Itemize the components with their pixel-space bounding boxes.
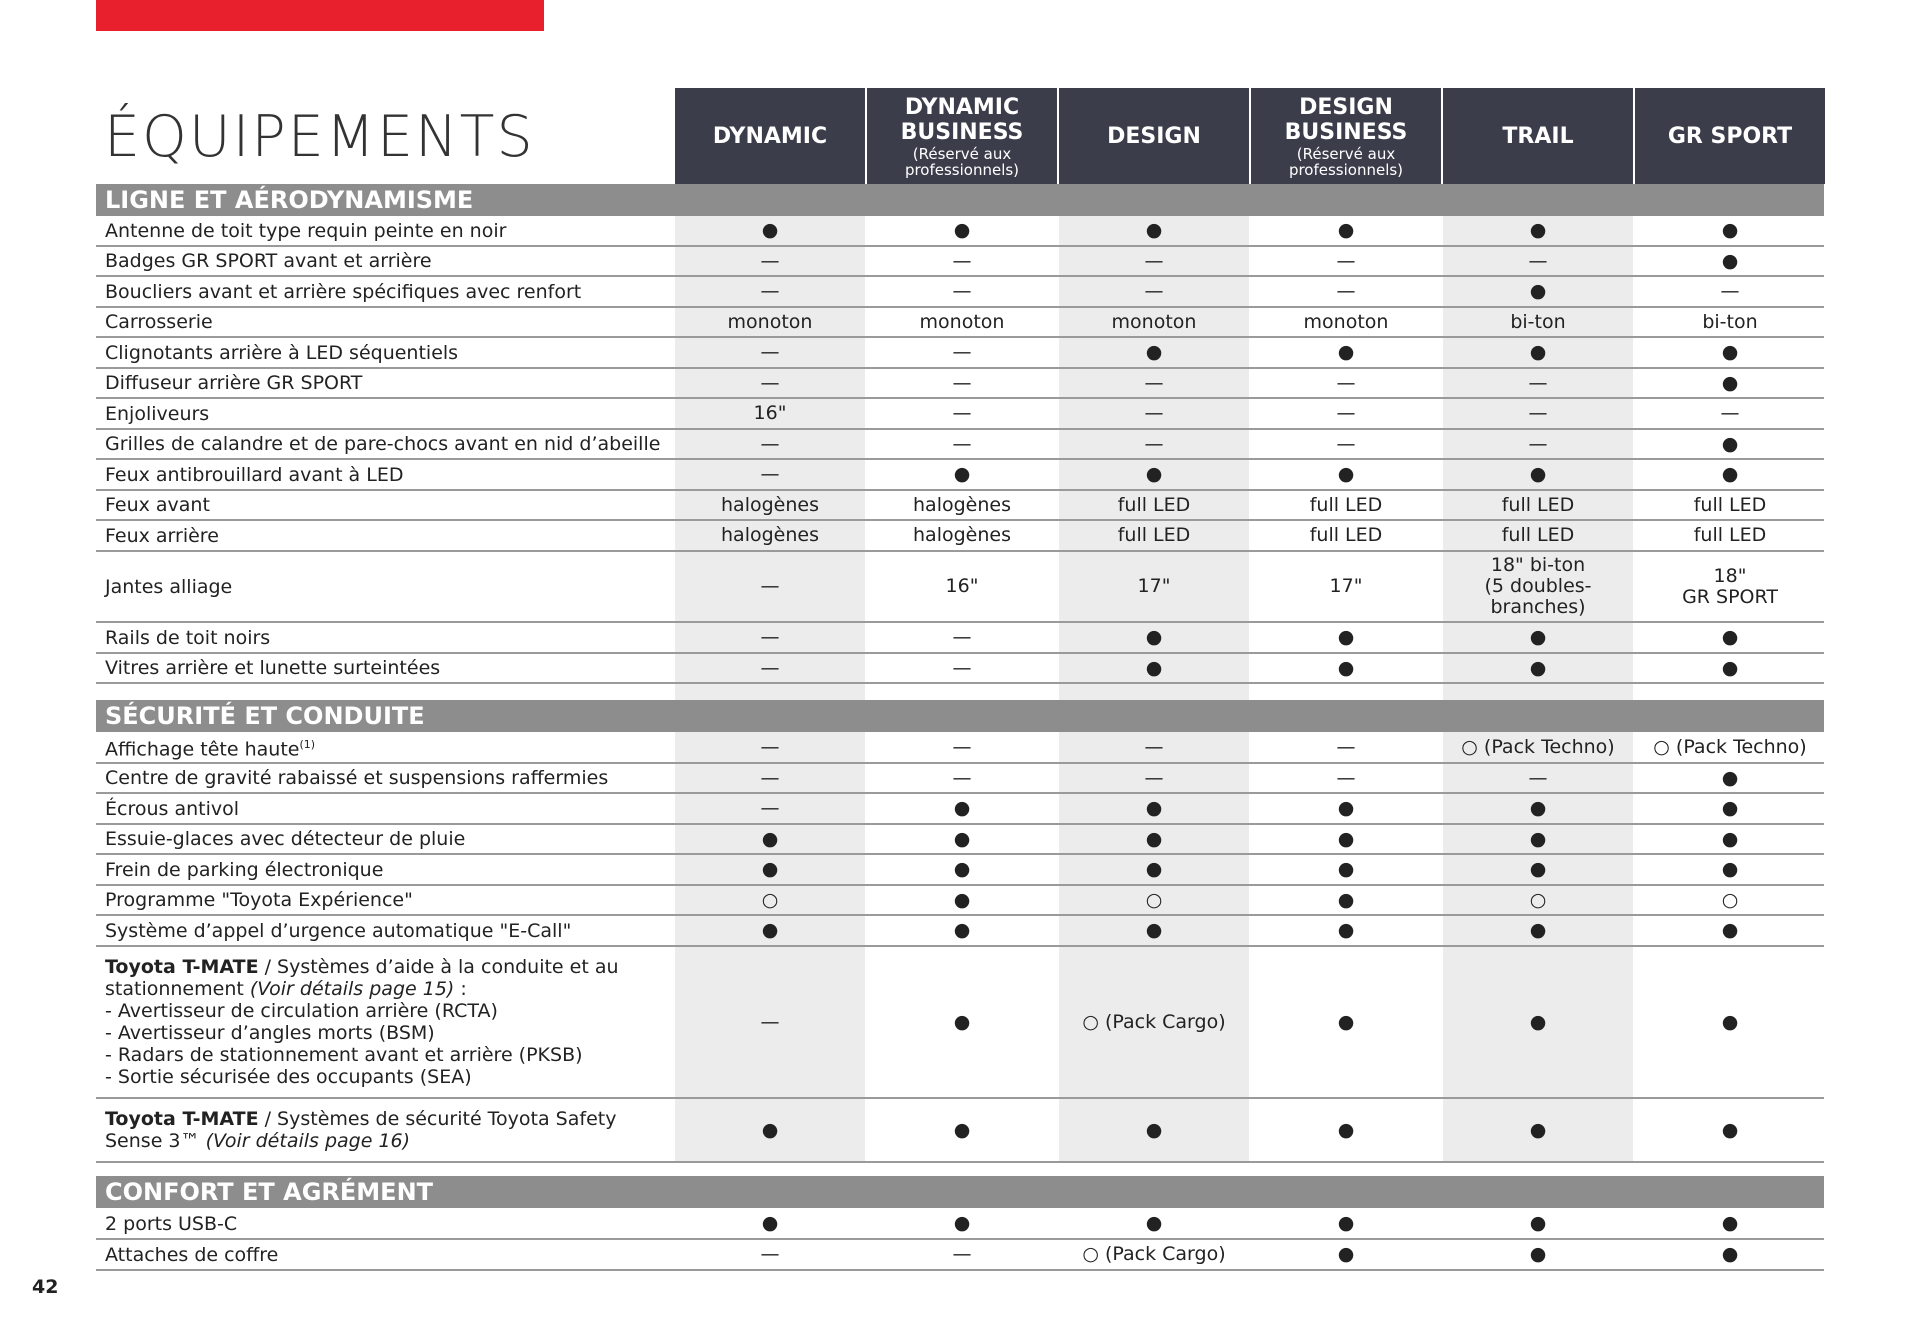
table-row — [96, 733, 1824, 764]
table-cell: ● — [1721, 1010, 1739, 1033]
table-cell: — — [1720, 402, 1740, 424]
table-cell: monoton — [1111, 310, 1197, 333]
table-cell: ● — [953, 463, 971, 485]
table-cell: ● — [1337, 626, 1355, 648]
row-label — [105, 399, 675, 428]
table-cell: — — [1528, 402, 1548, 424]
table-row — [96, 764, 1824, 794]
table-cell: ● — [761, 827, 779, 850]
table-cell: ● — [761, 1118, 779, 1141]
table-cell: — — [1336, 432, 1356, 455]
table-cell: ● — [1337, 1118, 1355, 1141]
table-cell: — — [1528, 432, 1548, 455]
table-cell: — — [1144, 766, 1164, 789]
table-cell: ● — [953, 858, 971, 880]
table-cell: bi-ton — [1510, 310, 1566, 333]
row-label — [105, 491, 675, 519]
table-cell: ● — [953, 797, 971, 819]
table-cell: ○ (Pack Cargo) — [1082, 1243, 1226, 1265]
row-label-text — [105, 403, 209, 425]
table-cell: — — [1336, 371, 1356, 394]
row-label — [105, 947, 675, 1097]
column-header — [1443, 88, 1633, 184]
table-cell: ● — [1145, 1212, 1163, 1234]
table-cell: halogènes — [913, 524, 1011, 546]
section-header: SÉCURITÉ ET CONDUITE — [96, 700, 1824, 732]
row-label — [105, 338, 675, 367]
footnote-marker: (1) — [299, 738, 316, 752]
row-label — [105, 825, 675, 853]
row-label — [105, 886, 675, 914]
table-cell: — — [1528, 766, 1548, 789]
row-label-text — [105, 1213, 237, 1235]
brand-accent-bar — [96, 0, 544, 31]
table-cell: ● — [761, 219, 779, 241]
row-label-text — [105, 859, 383, 881]
row-label-text — [105, 798, 239, 820]
table-cell: ● — [1145, 219, 1163, 241]
table-cell: ● — [1721, 432, 1739, 455]
table-cell: — — [1528, 371, 1548, 394]
table-cell: full LED — [1309, 493, 1383, 516]
table-cell: — — [760, 575, 780, 597]
table-cell: ● — [1145, 1118, 1163, 1141]
table-cell: monoton — [919, 310, 1005, 333]
row-label-main: Système d’appel d’urgence automatique "E-Call" — [105, 919, 572, 942]
row-label-text — [105, 433, 660, 455]
table-cell: ● — [1145, 797, 1163, 819]
table-row — [96, 886, 1824, 916]
row-label-main: / Systèmes de sécurité Toyota Safety Sense 3™ — [105, 1108, 617, 1152]
table-cell: ○ (Pack Techno) — [1461, 736, 1615, 758]
row-label — [105, 654, 675, 682]
row-label-text — [105, 525, 219, 547]
table-cell: — — [1336, 766, 1356, 789]
row-label-text — [105, 311, 213, 333]
table-cell: — — [952, 1243, 972, 1265]
row-label — [105, 764, 675, 792]
table-cell: — — [952, 249, 972, 272]
row-label — [105, 623, 675, 652]
table-cell: ● — [953, 219, 971, 241]
row-label-main: Feux avant — [105, 494, 210, 516]
table-cell: ● — [1529, 656, 1547, 679]
table-row — [96, 338, 1824, 369]
table-cell: — — [1336, 280, 1356, 302]
row-label-text — [105, 767, 608, 789]
table-cell: monoton — [727, 310, 813, 333]
table-cell: — — [1144, 280, 1164, 302]
table-cell: ● — [1529, 1010, 1547, 1033]
table-row — [96, 521, 1824, 552]
table-cell: — — [760, 736, 780, 758]
row-label-brand: Toyota T-MATE — [105, 956, 259, 978]
table-cell: ● — [1529, 858, 1547, 880]
row-label — [105, 916, 675, 945]
row-label-reference: (Voir détails page 15) — [249, 978, 455, 1000]
table-cell: halogènes — [721, 524, 819, 546]
row-label-main: Vitres arrière et lunette surteintées — [105, 657, 441, 679]
row-label-text — [105, 494, 210, 516]
table-cell: ● — [1145, 341, 1163, 363]
row-label-main: Frein de parking électronique — [105, 858, 384, 881]
row-label-main: Attaches de coffre — [105, 1243, 279, 1266]
table-cell: — — [1336, 249, 1356, 272]
row-label-main: Essuie-glaces avec détecteur de pluie — [105, 828, 466, 850]
row-label — [105, 521, 675, 550]
table-cell: full LED — [1501, 524, 1575, 546]
row-label-main: Écrous antivol — [105, 797, 240, 820]
table-row — [96, 369, 1824, 399]
table-cell: ○ — [1145, 888, 1163, 911]
row-label — [105, 216, 675, 245]
table-cell: 16" — [945, 575, 979, 597]
table-cell: — — [1144, 432, 1164, 455]
section-header: CONFORT ET AGRÉMENT — [96, 1176, 1824, 1208]
table-cell: full LED — [1501, 493, 1575, 516]
table-cell: — — [760, 766, 780, 789]
table-cell: ● — [1721, 797, 1739, 819]
table-cell: ● — [1337, 827, 1355, 850]
table-cell: 18" bi-ton (5 doubles-branches) — [1484, 554, 1592, 618]
table-cell: ● — [1337, 919, 1355, 941]
table-cell: ○ (Pack Cargo) — [1082, 1010, 1226, 1033]
table-row — [96, 491, 1824, 521]
table-cell: — — [760, 341, 780, 363]
column-header-name: TRAIL — [1502, 123, 1574, 149]
table-cell: — — [760, 656, 780, 679]
table-row — [96, 1240, 1824, 1271]
column-header — [1635, 88, 1825, 184]
table-cell: ● — [1337, 858, 1355, 880]
row-label-main: Grilles de calandre et de pare-chocs avant en nid d’abeille — [105, 433, 661, 455]
row-label — [105, 308, 675, 336]
table-cell: monoton — [1303, 310, 1389, 333]
column-header-name: DESIGN BUSINESS — [1284, 94, 1408, 145]
table-cell: ● — [1145, 858, 1163, 880]
row-label — [105, 430, 675, 458]
table-row — [96, 430, 1824, 460]
table-cell: ● — [1721, 371, 1739, 394]
row-label — [105, 1240, 675, 1269]
table-cell: ● — [1529, 919, 1547, 941]
column-header-note: (Réservé aux professionnels) — [904, 144, 1020, 179]
table-cell: — — [1336, 736, 1356, 758]
table-cell: — — [760, 432, 780, 455]
table-row — [96, 623, 1824, 654]
table-row — [96, 916, 1824, 947]
table-cell: 17" — [1329, 575, 1363, 597]
table-cell: halogènes — [721, 493, 819, 516]
row-label — [105, 1099, 675, 1161]
table-cell: ● — [1529, 280, 1547, 302]
row-label-main: Antenne de toit type requin peinte en noir — [105, 219, 507, 242]
table-cell: ● — [1337, 463, 1355, 485]
row-label-text — [105, 576, 232, 598]
row-label-main: Boucliers avant et arrière spécifiques avec renfort — [105, 280, 582, 303]
table-cell: — — [1144, 736, 1164, 758]
table-cell: ● — [1721, 766, 1739, 789]
table-cell: ● — [1145, 626, 1163, 648]
row-label-text — [105, 342, 458, 364]
table-cell: ● — [1337, 797, 1355, 819]
table-row — [96, 794, 1824, 825]
table-cell: ○ (Pack Techno) — [1653, 736, 1807, 758]
page-number: 42 — [32, 1276, 59, 1298]
row-label-text — [105, 889, 413, 911]
row-label-main: Programme "Toyota Expérience" — [105, 889, 413, 911]
table-cell: ● — [1721, 858, 1739, 880]
table-row — [96, 1099, 1824, 1163]
table-cell: ● — [1145, 919, 1163, 941]
column-header-name: DYNAMIC BUSINESS — [900, 94, 1024, 145]
table-cell: ● — [1721, 626, 1739, 648]
table-row — [96, 399, 1824, 430]
table-cell: — — [1144, 249, 1164, 272]
table-cell: ● — [1145, 463, 1163, 485]
row-label-main: Feux antibrouillard avant à LED — [105, 463, 404, 486]
table-cell: ○ — [1721, 888, 1739, 911]
table-cell: ● — [1529, 219, 1547, 241]
table-cell: ● — [761, 919, 779, 941]
table-cell: — — [1144, 402, 1164, 424]
row-label-main: Jantes alliage — [105, 575, 233, 598]
table-cell: — — [952, 626, 972, 648]
table-cell: 16" — [753, 402, 787, 424]
row-label-main: Clignotants arrière à LED séquentiels — [105, 341, 459, 364]
table-cell: ○ — [1529, 888, 1547, 911]
table-cell: ● — [1337, 888, 1355, 911]
table-cell: ● — [953, 1212, 971, 1234]
table-cell: ● — [1529, 341, 1547, 363]
table-cell: ● — [1337, 1243, 1355, 1265]
table-row — [96, 277, 1824, 308]
column-header — [675, 88, 865, 184]
row-label-text — [105, 372, 362, 394]
column-header-name: DYNAMIC — [712, 123, 828, 149]
table-cell: ● — [1529, 626, 1547, 648]
table-cell: — — [760, 249, 780, 272]
table-cell: ● — [1145, 827, 1163, 850]
row-label-text — [105, 956, 619, 1088]
section-header: LIGNE ET AÉRODYNAMISME — [96, 184, 1824, 216]
row-label-text — [105, 464, 403, 486]
row-label-main: Badges GR SPORT avant et arrière — [105, 250, 432, 272]
table-cell: ● — [1721, 249, 1739, 272]
table-cell: ● — [1529, 827, 1547, 850]
table-cell: — — [760, 797, 780, 819]
table-cell: ● — [953, 1010, 971, 1033]
row-label — [105, 733, 675, 762]
row-label-text — [105, 734, 315, 760]
table-row — [96, 825, 1824, 855]
table-cell: ● — [1721, 1118, 1739, 1141]
table-cell: ● — [1337, 1212, 1355, 1234]
row-label-text — [105, 828, 465, 850]
table-cell: ● — [1529, 797, 1547, 819]
table-cell: ● — [1145, 656, 1163, 679]
row-label-main: Feux arrière — [105, 524, 219, 547]
table-cell: 18" GR SPORT — [1682, 564, 1778, 608]
row-label-brand: Toyota T-MATE — [105, 1108, 259, 1130]
row-label — [105, 855, 675, 884]
row-label-main: Centre de gravité rabaissé et suspensions raffermies — [105, 767, 609, 789]
table-cell: ● — [1337, 656, 1355, 679]
row-label-text — [105, 657, 440, 679]
table-cell: ● — [1721, 656, 1739, 679]
table-cell: ● — [1529, 1118, 1547, 1141]
table-cell: ● — [1529, 1212, 1547, 1234]
table-row — [96, 855, 1824, 886]
table-row — [96, 308, 1824, 338]
table-row — [96, 654, 1824, 684]
column-header — [1059, 88, 1249, 184]
row-label-main: Carrosserie — [105, 311, 213, 333]
table-cell: full LED — [1693, 524, 1767, 546]
table-cell: — — [1336, 402, 1356, 424]
row-label-main: / Systèmes d’aide à la conduite et au stationnement — [105, 956, 619, 1000]
table-cell: ● — [1721, 463, 1739, 485]
row-label — [105, 460, 675, 489]
table-cell: ● — [1721, 1212, 1739, 1234]
table-cell: ● — [761, 858, 779, 880]
table-cell: bi-ton — [1702, 310, 1758, 333]
page-title: ÉQUIPEMENTS — [104, 104, 535, 170]
row-label-text — [105, 250, 432, 272]
table-cell: — — [952, 371, 972, 394]
table-cell: ● — [1721, 919, 1739, 941]
table-cell: — — [952, 432, 972, 455]
row-label-main: Diffuseur arrière GR SPORT — [105, 372, 363, 394]
table-cell: 17" — [1137, 575, 1171, 597]
table-cell: — — [952, 280, 972, 302]
row-label-text — [105, 1108, 616, 1152]
row-label-text — [105, 281, 581, 303]
row-label-main: 2 ports USB-C — [105, 1212, 238, 1235]
table-row — [96, 216, 1824, 247]
table-cell: ● — [1529, 463, 1547, 485]
column-header — [867, 88, 1057, 184]
table-cell: full LED — [1309, 524, 1383, 546]
table-cell: ● — [1337, 1010, 1355, 1033]
table-cell: full LED — [1117, 493, 1191, 516]
table-cell: halogènes — [913, 493, 1011, 516]
row-label-text — [105, 920, 571, 942]
table-cell: ● — [953, 827, 971, 850]
table-cell: — — [760, 1010, 780, 1033]
table-cell: — — [952, 736, 972, 758]
table-cell: — — [760, 626, 780, 648]
table-row — [96, 247, 1824, 277]
table-row — [96, 1209, 1824, 1240]
table-cell: — — [760, 280, 780, 302]
table-cell: ● — [1337, 219, 1355, 241]
column-header-note: (Réservé aux professionnels) — [1288, 144, 1404, 179]
row-label-main: Rails de toit noirs — [105, 626, 271, 649]
column-header-name: DESIGN — [1107, 123, 1201, 149]
table-cell: — — [952, 766, 972, 789]
table-cell: ● — [761, 1212, 779, 1234]
table-row — [96, 552, 1824, 623]
row-label-main: Enjoliveurs — [105, 402, 210, 425]
row-label — [105, 1209, 675, 1238]
table-cell: ○ — [761, 888, 779, 911]
table-cell: — — [760, 463, 780, 485]
table-cell: ● — [1721, 341, 1739, 363]
table-cell: ● — [1721, 1243, 1739, 1265]
table-cell: ● — [1721, 219, 1739, 241]
table-cell: — — [1720, 280, 1740, 302]
table-cell: ● — [1337, 341, 1355, 363]
table-cell: — — [1144, 371, 1164, 394]
table-row — [96, 947, 1824, 1099]
table-cell: ● — [953, 1118, 971, 1141]
table-cell: — — [952, 402, 972, 424]
row-label-text — [105, 220, 506, 242]
row-label — [105, 552, 675, 621]
row-label-main: Affichage tête haute — [105, 738, 300, 761]
table-row — [96, 460, 1824, 491]
table-cell: ● — [1721, 827, 1739, 850]
row-label — [105, 369, 675, 397]
row-label-details: : - Avertisseur de circulation arrière (RCTA) - Avertisseur d’angles morts (BSM) - Radars de stationnement avant et arrière (PKSB) - Sortie sécurisée des occupants (SEA) — [105, 978, 583, 1088]
row-label — [105, 794, 675, 823]
table-cell: full LED — [1117, 524, 1191, 546]
table-cell: — — [760, 1243, 780, 1265]
table-cell: — — [760, 371, 780, 394]
table-cell: — — [952, 341, 972, 363]
row-label-reference: (Voir détails page 16) — [205, 1130, 411, 1152]
table-cell: ● — [953, 919, 971, 941]
row-label — [105, 247, 675, 275]
column-header-name: GR SPORT — [1667, 123, 1793, 149]
table-cell: ● — [953, 888, 971, 911]
table-cell: ● — [1529, 1243, 1547, 1265]
row-label-text — [105, 627, 270, 649]
row-label-text — [105, 1244, 278, 1266]
table-cell: — — [952, 656, 972, 679]
row-label — [105, 277, 675, 306]
table-cell: — — [1528, 249, 1548, 272]
column-header — [1251, 88, 1441, 184]
table-cell: full LED — [1693, 493, 1767, 516]
